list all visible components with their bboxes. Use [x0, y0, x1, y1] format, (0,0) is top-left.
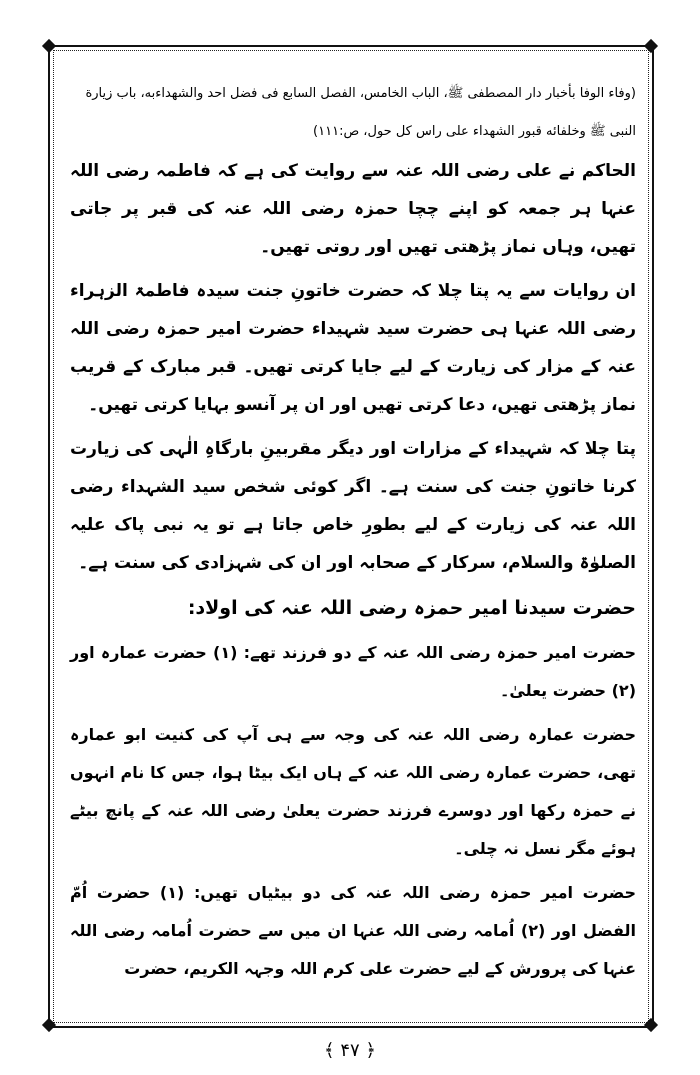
- paragraph: حضرت امیر حمزہ رضی اللہ عنہ کے دو فرزند تھے: (۱) حضرت عمارہ اور (۲) حضرت یعلیٰ۔: [70, 643, 636, 700]
- reference-line: النبی ﷺ وخلفائه قبور الشهداء علی راس کل حول، ص:۱۱۱): [313, 124, 636, 139]
- paragraph: حضرت امیر حمزہ رضی اللہ عنہ کی دو بیٹیاں تھیں: (۱) حضرت اُمّ الفضل اور (۲) اُمامہ رضی اللہ عنہا ان میں سے حضرت اُمامہ رضی اللہ عنہا کی پرورش کے لیے حضرت علی کرم اللہ وجہہ الکریم، حضرت: [70, 883, 637, 978]
- paragraph: پتا چلا کہ شہیداء کے مزارات اور دیگر مقربینِ بارگاہِ الٰہی کی زیارت کرنا خاتونِ جنت کی سنت ہے۔ اگر کوئی شخص سید الشہداء رضی اللہ عنہ کی زیارت کے لیے بطورِ خاص جاتا ہے تو یہ نبی پاک علیہ الصلوٰۃ والسلام، سرکار کے صحابہ اور ان کی شہزادی کی سنت ہے۔: [70, 439, 636, 573]
- page-number: ﴿ ۴۷ ﴾: [324, 1040, 376, 1061]
- reference-line: (وفاء الوفا بأخبار دار المصطفی ﷺ، الباب الخامس، الفصل السابع فی فضل احد والشهداءبه، باب زيارة: [85, 86, 636, 101]
- section-heading: حضرت سیدنا امیر حمزہ رضی اللہ عنہ کی اولاد:: [187, 597, 636, 619]
- paragraph: ان روایات سے یہ پتا چلا کہ حضرت خاتونِ جنت سیدہ فاطمۃ الزہراء رضی اللہ عنہا ہی حضرت سید شہیداء حضرت امیر حمزہ رضی اللہ عنہ کے مزار کی زیارت کے لیے جایا کرتی تھیں۔ قبر مبارک کے قریب نماز پڑھتی تھیں، دعا کرتی تھیں اور ان پر آنسو بہایا کرتی تھیں۔: [70, 281, 636, 415]
- page-content: [70, 80, 636, 988]
- paragraph: الحاکم نے علی رضی اللہ عنہ سے روایت کی ہے کہ فاطمہ رضی اللہ عنہا ہر جمعہ کو اپنے چچا حمزہ رضی اللہ عنہ کی قبر پر جاتی تھیں، وہاں نماز پڑھتی تھیں اور روتی تھیں۔: [70, 161, 636, 257]
- paragraph: حضرت عمارہ رضی اللہ عنہ کی وجہ سے ہی آپ کی کنیت ابو عمارہ تھی، حضرت عمارہ رضی اللہ عنہ کے ہاں ایک بیٹا ہوا، جس کا نام انہوں نے حمزہ رکھا اور دوسرے فرزند حضرت یعلیٰ رضی اللہ عنہ کے پانچ بیٹے ہوئے مگر نسل نہ چلی۔: [70, 725, 636, 858]
